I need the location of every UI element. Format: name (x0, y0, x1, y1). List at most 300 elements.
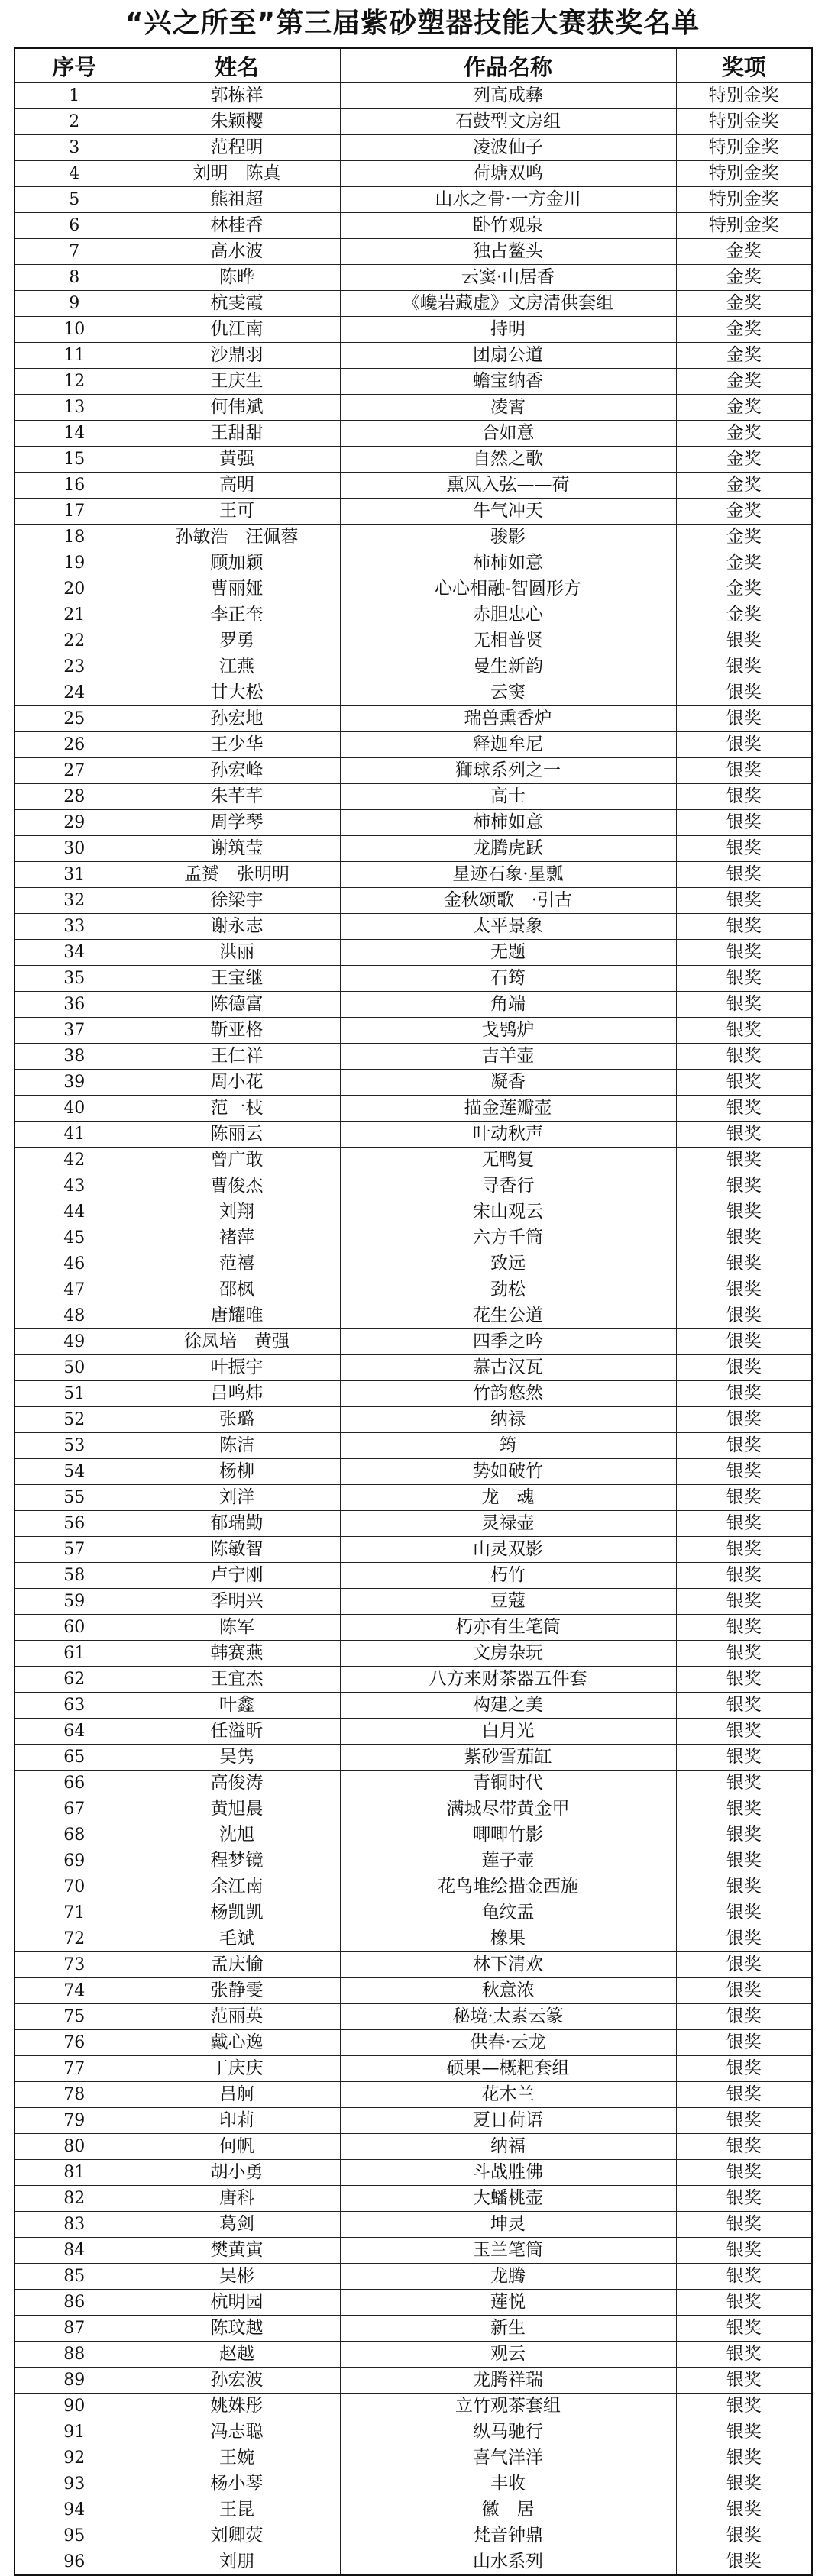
cell-index: 36 (15, 992, 134, 1018)
cell-index: 50 (15, 1355, 134, 1381)
cell-award: 银奖 (676, 2056, 812, 2082)
cell-award: 金奖 (676, 421, 812, 447)
cell-index: 65 (15, 1745, 134, 1771)
cell-award: 银奖 (676, 2238, 812, 2264)
table-row (15, 239, 812, 265)
cell-work-title: 荷塘双鸣 (340, 161, 676, 187)
table-row (15, 161, 812, 187)
cell-work-title: 构建之美 (340, 1693, 676, 1719)
cell-name: 林桂香 (134, 213, 340, 239)
cell-award: 银奖 (676, 1173, 812, 1199)
table-row (15, 1745, 812, 1771)
table-row (15, 1900, 812, 1926)
cell-name: 曹俊杰 (134, 1173, 340, 1199)
cell-name: 赵越 (134, 2342, 340, 2368)
cell-name: 孙宏地 (134, 706, 340, 732)
cell-award: 银奖 (676, 2394, 812, 2419)
table-row (15, 2134, 812, 2160)
table-row (15, 888, 812, 914)
cell-name: 吕鸣炜 (134, 1381, 340, 1407)
table-row (15, 1225, 812, 1251)
cell-work-title: 白月光 (340, 1719, 676, 1745)
cell-work-title: 硕果—概粑套组 (340, 2056, 676, 2082)
cell-award: 银奖 (676, 1277, 812, 1303)
cell-work-title: 熏风入弦——荷 (340, 473, 676, 499)
cell-name: 张静雯 (134, 1978, 340, 2004)
cell-award: 银奖 (676, 2445, 812, 2471)
table-row (15, 2238, 812, 2264)
cell-work-title: 喜气洋洋 (340, 2445, 676, 2471)
cell-work-title: 龙腾虎跃 (340, 836, 676, 862)
cell-work-title: 大蟠桃壶 (340, 2186, 676, 2212)
header-work-title: 作品名称 (340, 48, 676, 83)
cell-work-title: 柿柿如意 (340, 550, 676, 576)
cell-name: 吕舸 (134, 2082, 340, 2108)
cell-award: 银奖 (676, 1251, 812, 1277)
table-row (15, 2160, 812, 2186)
cell-name: 印莉 (134, 2108, 340, 2134)
cell-name: 陈玟越 (134, 2316, 340, 2342)
cell-award: 金奖 (676, 576, 812, 602)
cell-work-title: 宋山观云 (340, 1199, 676, 1225)
cell-index: 47 (15, 1277, 134, 1303)
table-row (15, 680, 812, 706)
cell-name: 姚姝彤 (134, 2394, 340, 2419)
cell-index: 43 (15, 1173, 134, 1199)
cell-work-title: 瑞兽熏香炉 (340, 706, 676, 732)
cell-name: 吴彬 (134, 2264, 340, 2290)
cell-name: 韩赛燕 (134, 1641, 340, 1667)
cell-award: 银奖 (676, 1641, 812, 1667)
table-row (15, 706, 812, 732)
cell-name: 朱芊芊 (134, 784, 340, 810)
cell-name: 甘大松 (134, 680, 340, 706)
cell-index: 63 (15, 1693, 134, 1719)
cell-name: 顾加颖 (134, 550, 340, 576)
cell-award: 银奖 (676, 2108, 812, 2134)
table-header-row (15, 48, 812, 83)
cell-work-title: 龙腾 (340, 2264, 676, 2290)
table-row (15, 966, 812, 992)
cell-award: 银奖 (676, 1329, 812, 1355)
cell-name: 徐梁宇 (134, 888, 340, 914)
cell-award: 银奖 (676, 1070, 812, 1096)
table-row (15, 1485, 812, 1511)
cell-name: 李正奎 (134, 602, 340, 628)
cell-work-title: 自然之歌 (340, 447, 676, 473)
cell-index: 12 (15, 369, 134, 395)
cell-award: 银奖 (676, 914, 812, 940)
cell-award: 银奖 (676, 706, 812, 732)
cell-award: 金奖 (676, 369, 812, 395)
cell-name: 郁瑞勤 (134, 1511, 340, 1537)
table-row (15, 628, 812, 654)
table-row (15, 576, 812, 602)
cell-work-title: 橡果 (340, 1926, 676, 1952)
document-title: “兴之所至”第三届紫砂塑器技能大赛获奖名单 (125, 8, 700, 39)
cell-work-title: 无题 (340, 940, 676, 966)
cell-award: 特别金奖 (676, 187, 812, 213)
cell-work-title: 角端 (340, 992, 676, 1018)
cell-name: 邵枫 (134, 1277, 340, 1303)
cell-award: 金奖 (676, 239, 812, 265)
cell-work-title: 无鸭复 (340, 1148, 676, 1173)
cell-name: 王可 (134, 499, 340, 525)
table-row (15, 1511, 812, 1537)
cell-award: 银奖 (676, 1615, 812, 1641)
cell-work-title: 梵音钟鼎 (340, 2523, 676, 2549)
cell-index: 49 (15, 1329, 134, 1355)
cell-index: 77 (15, 2056, 134, 2082)
cell-name: 陈洁 (134, 1433, 340, 1459)
cell-award: 金奖 (676, 291, 812, 317)
cell-award: 银奖 (676, 758, 812, 784)
cell-index: 55 (15, 1485, 134, 1511)
cell-award: 银奖 (676, 1122, 812, 1148)
cell-award: 银奖 (676, 2523, 812, 2549)
cell-index: 90 (15, 2394, 134, 2419)
table-row (15, 1044, 812, 1070)
cell-index: 80 (15, 2134, 134, 2160)
cell-work-title: 山水之骨·一方金川 (340, 187, 676, 213)
cell-index: 52 (15, 1407, 134, 1433)
cell-index: 23 (15, 654, 134, 680)
cell-work-title: 致远 (340, 1251, 676, 1277)
cell-name: 王昆 (134, 2497, 340, 2523)
table-row (15, 187, 812, 213)
cell-award: 银奖 (676, 2030, 812, 2056)
cell-work-title: 花木兰 (340, 2082, 676, 2108)
cell-name: 徐凤培 黄强 (134, 1329, 340, 1355)
table-row (15, 940, 812, 966)
cell-work-title: 无相普贤 (340, 628, 676, 654)
table-row (15, 2368, 812, 2394)
cell-award: 银奖 (676, 1900, 812, 1926)
cell-name: 刘洋 (134, 1485, 340, 1511)
cell-name: 孙敏浩 汪佩蓉 (134, 525, 340, 550)
cell-name: 孟庆愉 (134, 1952, 340, 1978)
cell-work-title: 龙腾祥瑞 (340, 2368, 676, 2394)
table-row (15, 1796, 812, 1822)
cell-name: 高俊涛 (134, 1771, 340, 1796)
cell-name: 王甜甜 (134, 421, 340, 447)
cell-name: 唐耀唯 (134, 1303, 340, 1329)
cell-work-title: 玉兰笔筒 (340, 2238, 676, 2264)
cell-name: 陈晔 (134, 265, 340, 291)
cell-name: 余江南 (134, 1874, 340, 1900)
cell-work-title: 势如破竹 (340, 1459, 676, 1485)
table-row (15, 862, 812, 888)
cell-name: 杨小琴 (134, 2471, 340, 2497)
cell-index: 21 (15, 602, 134, 628)
table-row (15, 2497, 812, 2523)
cell-work-title: 坤灵 (340, 2212, 676, 2238)
cell-index: 28 (15, 784, 134, 810)
cell-name: 毛斌 (134, 1926, 340, 1952)
cell-award: 银奖 (676, 1874, 812, 1900)
cell-index: 73 (15, 1952, 134, 1978)
table-row (15, 1589, 812, 1615)
cell-index: 85 (15, 2264, 134, 2290)
table-row (15, 109, 812, 135)
table-row (15, 1848, 812, 1874)
table-row (15, 1693, 812, 1719)
cell-index: 61 (15, 1641, 134, 1667)
cell-index: 37 (15, 1018, 134, 1044)
table-row (15, 758, 812, 784)
cell-name: 陈丽云 (134, 1122, 340, 1148)
cell-work-title: 新生 (340, 2316, 676, 2342)
cell-award: 银奖 (676, 836, 812, 862)
cell-index: 53 (15, 1433, 134, 1459)
cell-name: 沈旭 (134, 1822, 340, 1848)
cell-work-title: 观云 (340, 2342, 676, 2368)
cell-index: 32 (15, 888, 134, 914)
cell-index: 86 (15, 2290, 134, 2316)
cell-work-title: 竹韵悠然 (340, 1381, 676, 1407)
cell-work-title: 吉羊壶 (340, 1044, 676, 1070)
cell-index: 31 (15, 862, 134, 888)
cell-award: 金奖 (676, 317, 812, 343)
cell-index: 54 (15, 1459, 134, 1485)
cell-award: 银奖 (676, 1096, 812, 1122)
cell-name: 叶振宇 (134, 1355, 340, 1381)
cell-index: 56 (15, 1511, 134, 1537)
table-row (15, 1381, 812, 1407)
table-row (15, 499, 812, 525)
cell-name: 谢筑莹 (134, 836, 340, 862)
cell-name: 王少华 (134, 732, 340, 758)
cell-award: 银奖 (676, 992, 812, 1018)
cell-name: 黄强 (134, 447, 340, 473)
cell-name: 叶鑫 (134, 1693, 340, 1719)
cell-index: 9 (15, 291, 134, 317)
table-row (15, 1459, 812, 1485)
cell-index: 20 (15, 576, 134, 602)
table-row (15, 1355, 812, 1381)
cell-work-title: 文房杂玩 (340, 1641, 676, 1667)
table-row (15, 1407, 812, 1433)
cell-work-title: 紫砂雪茄缸 (340, 1745, 676, 1771)
cell-work-title: 纳福 (340, 2134, 676, 2160)
cell-work-title: 高士 (340, 784, 676, 810)
table-row (15, 447, 812, 473)
cell-award: 银奖 (676, 2186, 812, 2212)
cell-index: 17 (15, 499, 134, 525)
cell-index: 13 (15, 395, 134, 421)
table-row (15, 2056, 812, 2082)
cell-name: 樊黄寅 (134, 2238, 340, 2264)
cell-index: 70 (15, 1874, 134, 1900)
cell-work-title: 獅球系列之一 (340, 758, 676, 784)
cell-index: 8 (15, 265, 134, 291)
cell-index: 18 (15, 525, 134, 550)
cell-work-title: 斗战胜佛 (340, 2160, 676, 2186)
table-row (15, 1719, 812, 1745)
cell-name: 冯志聪 (134, 2419, 340, 2445)
cell-work-title: 秘境·太素云篆 (340, 2004, 676, 2030)
cell-award: 金奖 (676, 550, 812, 576)
cell-award: 银奖 (676, 1225, 812, 1251)
cell-index: 79 (15, 2108, 134, 2134)
cell-name: 张璐 (134, 1407, 340, 1433)
cell-work-title: 花鸟堆绘描金西施 (340, 1874, 676, 1900)
cell-work-title: 灵禄壶 (340, 1511, 676, 1537)
table-row (15, 1070, 812, 1096)
cell-index: 48 (15, 1303, 134, 1329)
table-row (15, 1329, 812, 1355)
table-row (15, 836, 812, 862)
table-row (15, 1096, 812, 1122)
cell-name: 杨柳 (134, 1459, 340, 1485)
table-row (15, 1537, 812, 1563)
cell-index: 91 (15, 2419, 134, 2445)
cell-work-title: 立竹观茶套组 (340, 2394, 676, 2419)
cell-work-title: 纳禄 (340, 1407, 676, 1433)
cell-award: 银奖 (676, 1822, 812, 1848)
table-row (15, 992, 812, 1018)
cell-index: 26 (15, 732, 134, 758)
cell-index: 22 (15, 628, 134, 654)
cell-award: 银奖 (676, 1485, 812, 1511)
cell-work-title: 牛气冲天 (340, 499, 676, 525)
cell-award: 银奖 (676, 2316, 812, 2342)
cell-work-title: 四季之吟 (340, 1329, 676, 1355)
cell-award: 银奖 (676, 810, 812, 836)
cell-work-title: 赤胆忠心 (340, 602, 676, 628)
table-row (15, 2445, 812, 2471)
cell-name: 陈敏智 (134, 1537, 340, 1563)
cell-index: 45 (15, 1225, 134, 1251)
cell-work-title: 凌波仙子 (340, 135, 676, 161)
table-row (15, 473, 812, 499)
cell-work-title: 林下清欢 (340, 1952, 676, 1978)
cell-award: 银奖 (676, 1355, 812, 1381)
cell-name: 杭明园 (134, 2290, 340, 2316)
cell-index: 27 (15, 758, 134, 784)
cell-award: 银奖 (676, 1199, 812, 1225)
cell-work-title: 供春·云龙 (340, 2030, 676, 2056)
table-row (15, 1303, 812, 1329)
cell-award: 金奖 (676, 265, 812, 291)
cell-name: 葛剑 (134, 2212, 340, 2238)
cell-award: 特别金奖 (676, 213, 812, 239)
table-row (15, 1563, 812, 1589)
cell-work-title: 朽亦有生笔筒 (340, 1615, 676, 1641)
cell-index: 94 (15, 2497, 134, 2523)
cell-name: 刘明 陈真 (134, 161, 340, 187)
cell-award: 特别金奖 (676, 161, 812, 187)
cell-work-title: 骏影 (340, 525, 676, 550)
cell-work-title: 莲悦 (340, 2290, 676, 2316)
table-row (15, 2004, 812, 2030)
cell-index: 39 (15, 1070, 134, 1096)
cell-name: 熊祖超 (134, 187, 340, 213)
cell-name: 丁庆庆 (134, 2056, 340, 2082)
cell-name: 洪丽 (134, 940, 340, 966)
cell-award: 银奖 (676, 2549, 812, 2576)
cell-index: 10 (15, 317, 134, 343)
cell-index: 3 (15, 135, 134, 161)
cell-work-title: 八方来财茶器五件套 (340, 1667, 676, 1693)
cell-work-title: 朽竹 (340, 1563, 676, 1589)
cell-index: 46 (15, 1251, 134, 1277)
table-row (15, 1822, 812, 1848)
cell-index: 69 (15, 1848, 134, 1874)
cell-award: 银奖 (676, 1952, 812, 1978)
table-body (15, 83, 812, 2576)
cell-work-title: 丰收 (340, 2471, 676, 2497)
cell-index: 67 (15, 1796, 134, 1822)
table-row (15, 784, 812, 810)
cell-award: 银奖 (676, 1667, 812, 1693)
cell-index: 29 (15, 810, 134, 836)
table-row (15, 2523, 812, 2549)
cell-award: 银奖 (676, 2342, 812, 2368)
cell-award: 银奖 (676, 1407, 812, 1433)
header-award: 奖项 (676, 48, 812, 83)
cell-name: 何帆 (134, 2134, 340, 2160)
table-row (15, 1771, 812, 1796)
cell-index: 84 (15, 2238, 134, 2264)
cell-name: 黄旭晨 (134, 1796, 340, 1822)
cell-work-title: 莲子壶 (340, 1848, 676, 1874)
cell-work-title: 寻香行 (340, 1173, 676, 1199)
table-row (15, 2394, 812, 2419)
cell-name: 高明 (134, 473, 340, 499)
cell-award: 金奖 (676, 343, 812, 369)
cell-work-title: 满城尽带黄金甲 (340, 1796, 676, 1822)
cell-name: 曹丽娅 (134, 576, 340, 602)
cell-index: 38 (15, 1044, 134, 1070)
cell-index: 14 (15, 421, 134, 447)
table-row (15, 2342, 812, 2368)
cell-index: 25 (15, 706, 134, 732)
cell-award: 金奖 (676, 525, 812, 550)
cell-index: 78 (15, 2082, 134, 2108)
cell-award: 银奖 (676, 2497, 812, 2523)
cell-index: 87 (15, 2316, 134, 2342)
table-row (15, 2316, 812, 2342)
cell-index: 16 (15, 473, 134, 499)
cell-name: 卢宁刚 (134, 1563, 340, 1589)
cell-award: 银奖 (676, 1848, 812, 1874)
cell-index: 89 (15, 2368, 134, 2394)
cell-award: 银奖 (676, 732, 812, 758)
cell-index: 5 (15, 187, 134, 213)
cell-index: 60 (15, 1615, 134, 1641)
cell-index: 64 (15, 1719, 134, 1745)
cell-name: 曾广敢 (134, 1148, 340, 1173)
table-row (15, 2549, 812, 2576)
cell-index: 24 (15, 680, 134, 706)
cell-name: 刘翔 (134, 1199, 340, 1225)
cell-work-title: 持明 (340, 317, 676, 343)
cell-name: 王宜杰 (134, 1667, 340, 1693)
table-row (15, 2419, 812, 2445)
cell-award: 银奖 (676, 2004, 812, 2030)
cell-index: 72 (15, 1926, 134, 1952)
cell-name: 江燕 (134, 654, 340, 680)
cell-award: 银奖 (676, 966, 812, 992)
cell-name: 高水波 (134, 239, 340, 265)
cell-index: 40 (15, 1096, 134, 1122)
table-row (15, 2030, 812, 2056)
table-row (15, 135, 812, 161)
cell-award: 银奖 (676, 1719, 812, 1745)
cell-index: 75 (15, 2004, 134, 2030)
cell-index: 2 (15, 109, 134, 135)
